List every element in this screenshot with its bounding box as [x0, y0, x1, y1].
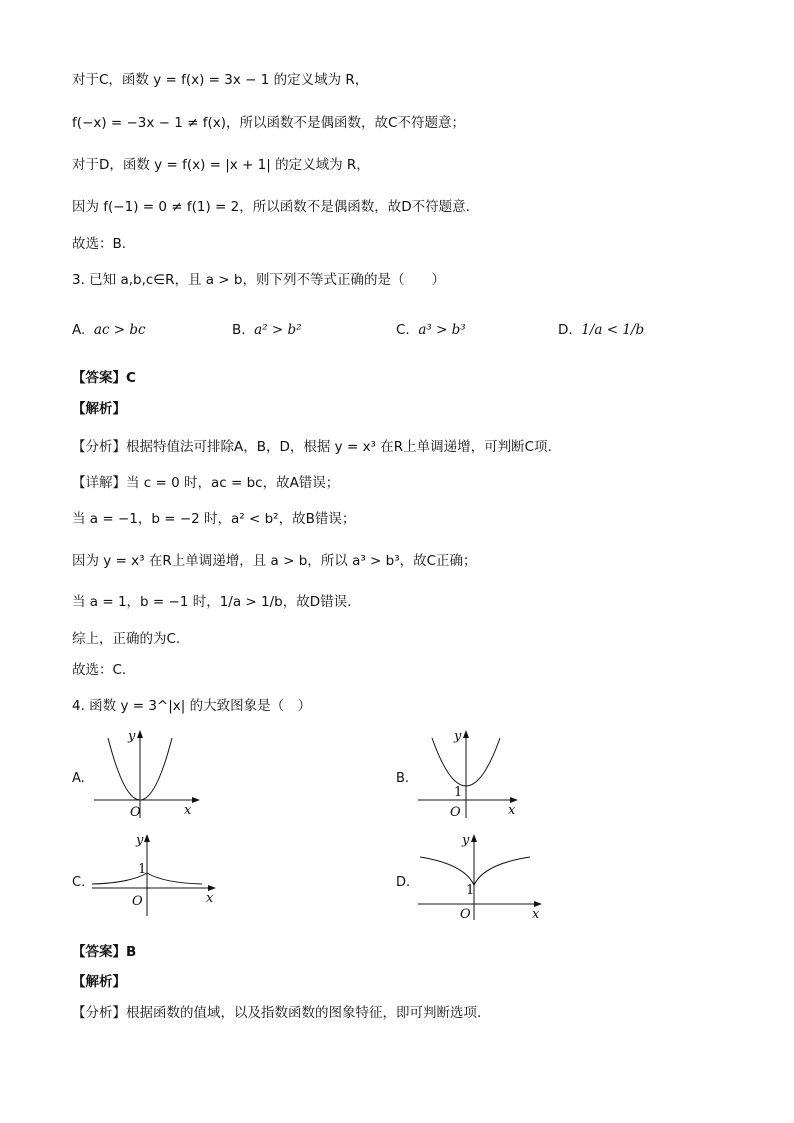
solution-line-c-even — [72, 113, 465, 133]
text: 【详解】当 c = 0 时，ac = bc，故A错误； — [72, 475, 340, 491]
origin-label: O — [130, 805, 141, 820]
graph-b — [414, 726, 524, 821]
curve — [420, 857, 530, 885]
text: 【解析】 — [72, 974, 126, 990]
graph-d — [414, 826, 548, 920]
choose-c — [72, 660, 126, 680]
graph-a — [90, 726, 200, 821]
origin-label: O — [450, 805, 461, 820]
answer-4 — [72, 942, 136, 962]
analysis-4-heading — [72, 972, 126, 992]
y-label: y — [128, 729, 136, 744]
intercept-label: 1 — [454, 785, 463, 800]
graph-c — [90, 826, 220, 918]
text: 3. 已知 a,b,c∈R，且 a > b，则下列不等式正确的是（ ） — [72, 272, 445, 288]
option-expr: ac > bc — [93, 322, 146, 338]
text: 故选：C. — [72, 662, 127, 678]
text: 【答案】B — [72, 944, 137, 960]
x-label: x — [206, 891, 214, 906]
option-expr: a³ > b³ — [418, 322, 466, 338]
y-label: y — [454, 729, 462, 744]
option-label: C. — [396, 322, 410, 338]
answer-3 — [72, 368, 136, 388]
analysis-3-heading — [72, 399, 126, 419]
text: 【答案】C — [72, 370, 136, 386]
x-label: x — [508, 803, 516, 818]
y-axis-arrow — [137, 730, 143, 738]
intercept-label: 1 — [466, 883, 475, 898]
text: 【分析】根据函数的值域，以及指数函数的图象特征，即可判断选项. — [72, 1005, 482, 1021]
option-expr: a² > b² — [254, 322, 302, 338]
graph-c-label: C. — [72, 875, 86, 890]
text: 4. 函数 y = 3^|x| 的大致图象是（ ） — [72, 698, 312, 714]
option-label: D. — [558, 322, 573, 338]
y-axis-arrow — [471, 834, 477, 842]
solution-line-d-even — [72, 197, 470, 217]
x-label: x — [184, 803, 192, 818]
solution-line-d-domain — [72, 155, 370, 175]
text: 因为 y = x³ 在R上单调递增，且 a > b，所以 a³ > b³，故C正确； — [72, 553, 477, 569]
detail-3c — [72, 551, 477, 571]
text: 因为 f(−1) = 0 ≠ f(1) = 2，所以函数不是偶函数，故D不符题意. — [72, 199, 470, 215]
y-axis-arrow — [463, 730, 469, 738]
option-expr: 1/a < 1/b — [581, 322, 645, 338]
x-axis-arrow — [192, 797, 200, 803]
detail-3a — [72, 473, 339, 493]
y-axis-arrow — [144, 834, 150, 842]
solution-line-c-domain — [72, 70, 368, 90]
text: f(−x) = −3x − 1 ≠ f(x)，所以函数不是偶函数，故C不符题意； — [72, 115, 465, 131]
option-d — [558, 322, 644, 338]
detail-3d — [72, 592, 351, 612]
graph-a-label: A. — [72, 771, 85, 786]
text: 【分析】根据特值法可排除A，B，D，根据 y = x³ 在R上单调递增，可判断C项. — [72, 439, 552, 455]
text: 综上，正确的为C. — [72, 631, 181, 647]
text: 当 a = −1，b = −2 时，a² < b²，故B错误； — [72, 511, 356, 527]
origin-label: O — [460, 907, 471, 920]
y-label: y — [136, 833, 144, 848]
text: 【解析】 — [72, 401, 126, 417]
summary-3 — [72, 629, 180, 649]
graph-b-label: B. — [396, 771, 410, 786]
question-3 — [72, 270, 445, 290]
text: 故选：B. — [72, 236, 127, 252]
text: 当 a = 1，b = −1 时，1/a > 1/b，故D错误. — [72, 594, 352, 610]
text: 对于C，函数 y = f(x) = 3x − 1 的定义域为 R， — [72, 72, 369, 88]
graph-d-label: D. — [396, 875, 411, 890]
option-label: B. — [232, 322, 246, 338]
origin-label: O — [132, 894, 143, 909]
y-label: y — [462, 833, 470, 848]
analysis-4 — [72, 1003, 481, 1023]
option-a — [72, 322, 146, 338]
option-c — [396, 322, 466, 338]
x-label: x — [532, 907, 540, 920]
intercept-label: 1 — [138, 862, 147, 877]
question-4 — [72, 696, 311, 716]
detail-3b — [72, 509, 355, 529]
text: 对于D，函数 y = f(x) = |x + 1| 的定义域为 R， — [72, 157, 370, 173]
option-b — [232, 322, 302, 338]
option-label: A. — [72, 322, 86, 338]
analysis-3 — [72, 437, 552, 457]
choose-b — [72, 234, 126, 254]
